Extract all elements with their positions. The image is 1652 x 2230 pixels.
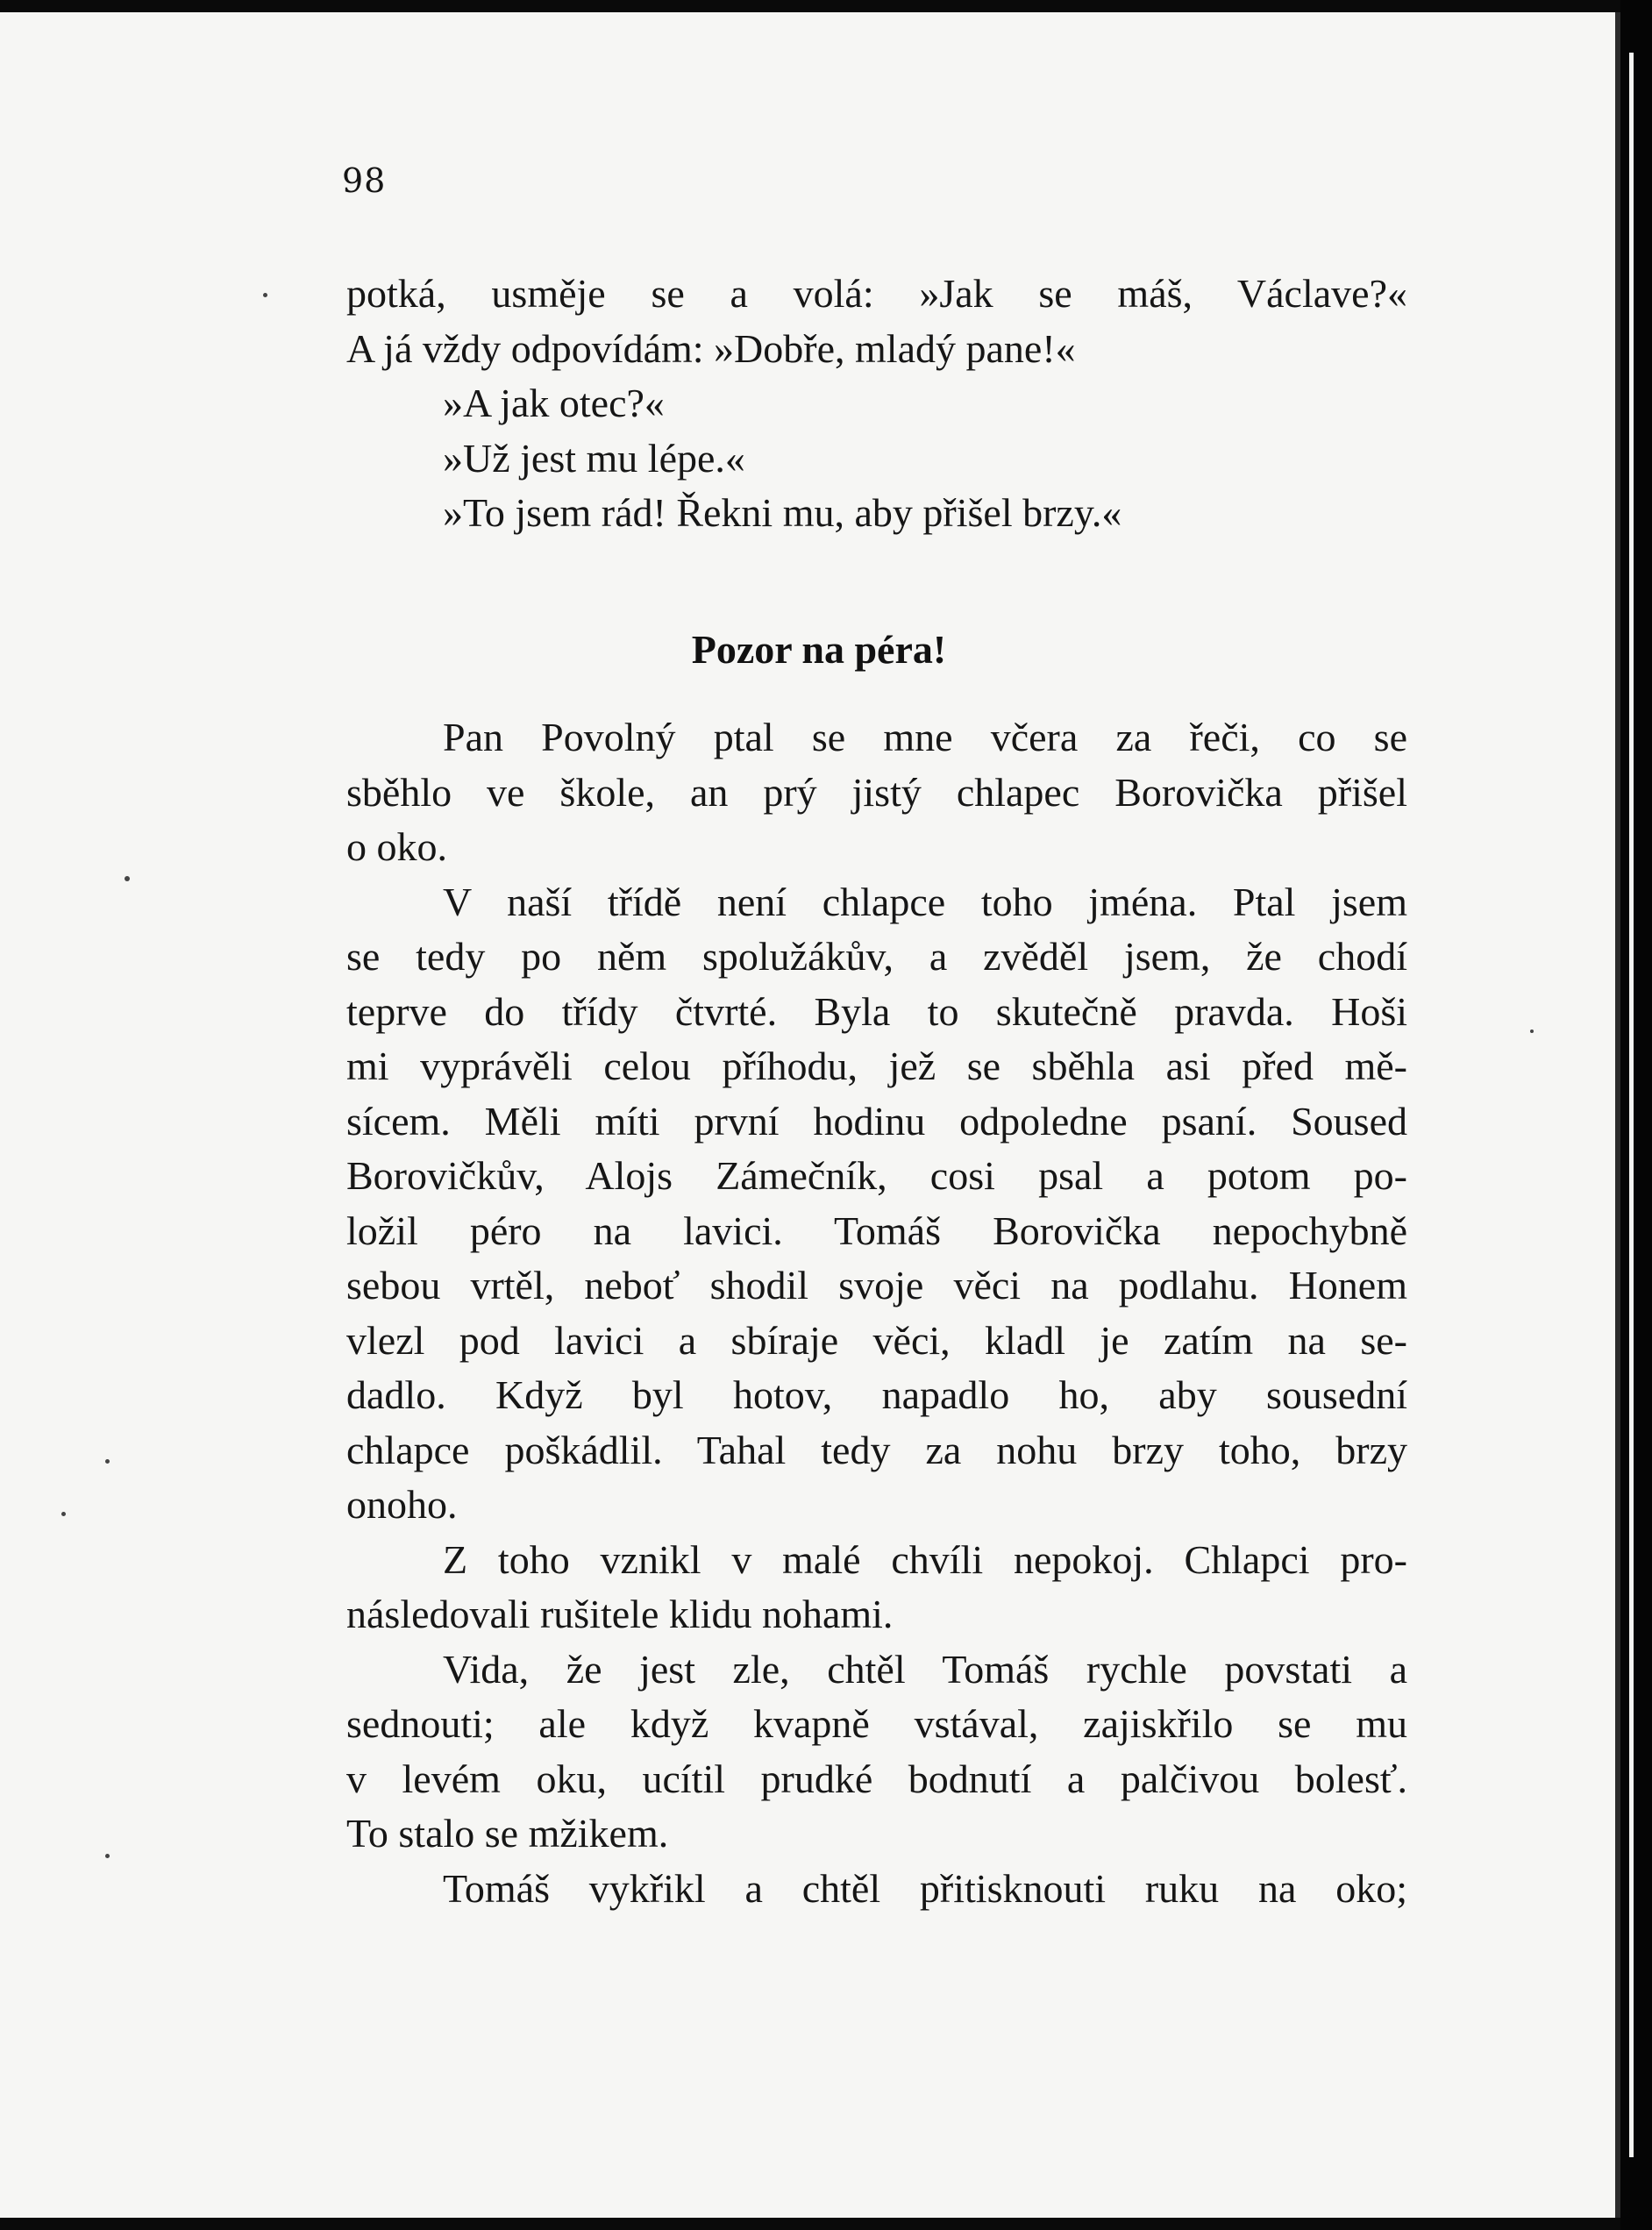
- text-line: »To jsem rád! Řekni mu, aby přišel brzy.«: [443, 490, 1122, 535]
- text-line: sednouti; ale když kvapně vstával, zajiskřilo se mu: [346, 1701, 1407, 1746]
- text-line: se tedy po něm spolužákův, a zvěděl jsem, že chodí: [346, 934, 1407, 979]
- page-number: 98: [342, 161, 387, 200]
- text-line: teprve do třídy čtvrté. Byla to skutečně pravda. Hoši: [346, 988, 1407, 1034]
- text-line: Tomáš vykřikl a chtěl přitisknouti ruku na oko;: [443, 1865, 1407, 1911]
- text-line: Z toho vznikl v malé chvíli nepokoj. Chlapci pro-: [443, 1536, 1407, 1582]
- page-edge-shadow: [1620, 0, 1652, 2230]
- book-page: [0, 12, 1620, 2218]
- text-line: »Už jest mu lépe.«: [443, 435, 745, 481]
- paper-speck: [105, 1459, 110, 1464]
- text-line: Pan Povolný ptal se mne včera za řeči, co se: [443, 715, 1407, 759]
- text-line: sebou vrtěl, neboť shodil svoje věci na podlahu. Honem: [346, 1263, 1407, 1307]
- text-line: A já vždy odpovídám: »Dobře, mladý pane!«: [346, 325, 1076, 371]
- dialogue-block: [346, 267, 1407, 541]
- text-line: v levém oku, ucítil prudké bodnutí a palčivou bolesť.: [346, 1756, 1407, 1801]
- text-line: sběhlo ve škole, an prý jistý chlapec Borovička přišel: [346, 769, 1407, 815]
- section-heading: Pozor na péra!: [691, 627, 947, 672]
- paper-speck: [105, 1854, 110, 1858]
- text-line: ložil péro na lavici. Tomáš Borovička nepochybně: [346, 1208, 1407, 1253]
- text-line: následovali rušitele klidu nohami.: [346, 1592, 894, 1636]
- paper-speck: [61, 1512, 66, 1516]
- text-line: dadlo. Když byl hotov, napadlo ho, aby sousední: [346, 1372, 1407, 1417]
- text-line: o oko.: [346, 824, 447, 869]
- body-text: [346, 710, 1407, 1916]
- text-line: V naší třídě není chlapce toho jména. Ptal jsem: [443, 879, 1407, 924]
- text-line: chlapce poškádlil. Tahal tedy za nohu brzy toho, brzy: [346, 1427, 1407, 1472]
- paper-speck: [263, 293, 267, 297]
- text-line: potká, usměje se a volá: »Jak se máš, Václave?«: [346, 271, 1407, 316]
- text-line: mi vyprávěli celou příhodu, jež se sběhla asi před mě-: [346, 1044, 1407, 1088]
- text-line: sícem. Měli míti první hodinu odpoledne psaní. Soused: [346, 1098, 1407, 1143]
- paper-speck: [1530, 1030, 1534, 1033]
- text-line: To stalo se mžikem.: [346, 1811, 669, 1856]
- text-line: vlezl pod lavici a sbíraje věci, kladl je zatím na se-: [346, 1317, 1407, 1363]
- text-line: onoho.: [346, 1482, 458, 1527]
- paper-speck: [125, 876, 130, 881]
- text-line: »A jak otec?«: [443, 381, 665, 425]
- text-line: Borovičkův, Alojs Zámečník, cosi psal a potom po-: [346, 1153, 1407, 1198]
- text-line: Vida, že jest zle, chtěl Tomáš rychle povstati a: [443, 1646, 1407, 1692]
